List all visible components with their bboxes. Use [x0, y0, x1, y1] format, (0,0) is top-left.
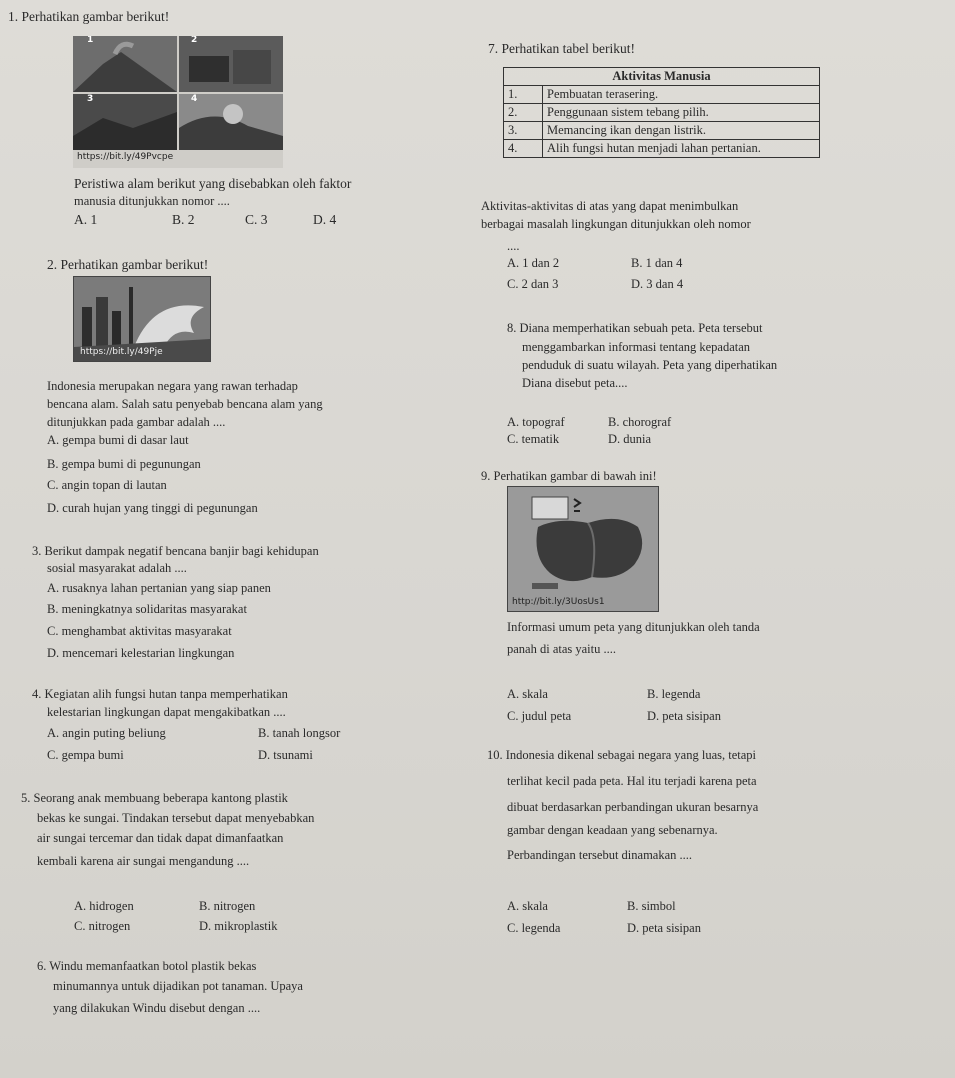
q7-stem-line3: .... — [507, 239, 520, 253]
q7-row2-no: 2. — [504, 104, 543, 122]
q10-stem-line5: Perbandingan tersebut dinamakan .... — [507, 848, 693, 862]
q1-disaster-illustration — [73, 36, 283, 168]
q10-stem-line1: 10. Indonesia dikenal sebagai negara yang luas, tetapi — [487, 748, 757, 762]
q2-disaster-image — [73, 276, 211, 362]
q1-image-label-2: 2 — [191, 36, 198, 45]
q8-option-a[interactable]: A. topograf — [507, 415, 565, 429]
q9-stem-line1: Informasi umum peta yang ditunjukkan oleh tanda — [507, 620, 760, 634]
q7-stem-line2: berbagai masalah lingkungan ditunjukkan oleh nomor — [481, 217, 751, 231]
q4-option-d[interactable]: D. tsunami — [258, 748, 313, 762]
q2-stem-line2: bencana alam. Salah satu penyebab bencana alam yang — [47, 397, 323, 411]
q1-stem-line1: Peristiwa alam berikut yang disebabkan oleh faktor — [74, 176, 352, 191]
q8-option-c[interactable]: C. tematik — [507, 432, 560, 446]
q1-option-c[interactable]: C. 3 — [245, 212, 268, 227]
q5-stem-line4: kembali karena air sungai mengandung .... — [37, 854, 250, 868]
q8-stem-line3: penduduk di suatu wilayah. Peta yang diperhatikan — [522, 358, 778, 372]
q6-stem-line3: yang dilakukan Windu disebut dengan .... — [53, 1001, 261, 1015]
q9-option-b[interactable]: B. legenda — [647, 687, 701, 701]
q5-option-c[interactable]: C. nitrogen — [74, 919, 131, 933]
q10-stem-line2: terlihat kecil pada peta. Hal itu terjadi karena peta — [507, 774, 757, 788]
q4-stem-line1: 4. Kegiatan alih fungsi hutan tanpa memperhatikan — [32, 687, 288, 701]
q7-title: 7. Perhatikan tabel berikut! — [488, 41, 635, 56]
q6-stem-line1: 6. Windu memanfaatkan botol plastik bekas — [37, 959, 257, 973]
q10-option-c[interactable]: C. legenda — [507, 921, 561, 935]
q8-stem-line4: Diana disebut peta.... — [522, 376, 628, 390]
q7-row2-text: Penggunaan sistem tebang pilih. — [543, 104, 820, 122]
table-row — [504, 122, 820, 140]
q2-option-d[interactable]: D. curah hujan yang tinggi di pegunungan — [47, 501, 258, 515]
q9-image-link: http://bit.ly/3UosUs1 — [512, 597, 605, 607]
q10-option-b[interactable]: B. simbol — [627, 899, 676, 913]
table-row — [504, 86, 820, 104]
q1-option-a[interactable]: A. 1 — [74, 212, 98, 227]
q3-option-d[interactable]: D. mencemari kelestarian lingkungan — [47, 646, 235, 660]
q1-stem-line2: manusia ditunjukkan nomor .... — [74, 194, 230, 208]
q1-disaster-image-grid — [73, 36, 283, 168]
q10-stem-line3: dibuat berdasarkan perbandingan ukuran besarnya — [507, 800, 759, 814]
q7-row3-text: Memancing ikan dengan listrik. — [543, 122, 820, 140]
q2-stem-line1: Indonesia merupakan negara yang rawan terhadap — [47, 379, 298, 393]
q2-option-c[interactable]: C. angin topan di lautan — [47, 478, 167, 492]
q10-option-a[interactable]: A. skala — [507, 899, 548, 913]
q7-row4-no: 4. — [504, 140, 543, 158]
q10-stem-line4: gambar dengan keadaan yang sebenarnya. — [507, 823, 718, 837]
q3-option-a[interactable]: A. rusaknya lahan pertanian yang siap panen — [47, 581, 271, 595]
q9-map-illustration — [508, 487, 658, 611]
q7-row1-no: 1. — [504, 86, 543, 104]
q7-option-d[interactable]: D. 3 dan 4 — [631, 277, 684, 291]
q1-option-d[interactable]: D. 4 — [313, 212, 337, 227]
q8-option-d[interactable]: D. dunia — [608, 432, 652, 446]
q5-option-d[interactable]: D. mikroplastik — [199, 919, 278, 933]
q2-title: 2. Perhatikan gambar berikut! — [47, 257, 209, 272]
q3-stem-line1: 3. Berikut dampak negatif bencana banjir bagi kehidupan — [32, 544, 319, 558]
q9-option-d[interactable]: D. peta sisipan — [647, 709, 721, 723]
table-row — [504, 104, 820, 122]
q1-image-label-4: 4 — [191, 94, 198, 104]
q9-title: 9. Perhatikan gambar di bawah ini! — [481, 469, 657, 483]
q9-stem-line2: panah di atas yaitu .... — [507, 642, 616, 656]
q3-stem-line2: sosial masyarakat adalah .... — [47, 561, 187, 575]
q7-option-c[interactable]: C. 2 dan 3 — [507, 277, 559, 291]
q2-option-b[interactable]: B. gempa bumi di pegunungan — [47, 457, 201, 471]
q9-option-c[interactable]: C. judul peta — [507, 709, 572, 723]
q3-option-c[interactable]: C. menghambat aktivitas masyarakat — [47, 624, 232, 638]
table-row — [504, 140, 820, 158]
q3-option-b[interactable]: B. meningkatnya solidaritas masyarakat — [47, 602, 247, 616]
q7-stem-line1: Aktivitas-aktivitas di atas yang dapat menimbulkan — [481, 199, 739, 213]
q7-option-a[interactable]: A. 1 dan 2 — [507, 256, 560, 270]
q9-option-a[interactable]: A. skala — [507, 687, 548, 701]
q9-map-image — [507, 486, 659, 612]
q1-image-link: https://bit.ly/49Pvcpe — [77, 152, 174, 162]
q1-option-b[interactable]: B. 2 — [172, 212, 195, 227]
q1-image-label-1: 1 — [87, 36, 94, 45]
q6-stem-line2: minumannya untuk dijadikan pot tanaman. Upaya — [53, 979, 303, 993]
q1-title: 1. Perhatikan gambar berikut! — [8, 9, 170, 24]
q7-row1-text: Pembuatan terasering. — [543, 86, 820, 104]
q7-row3-no: 3. — [504, 122, 543, 140]
q5-stem-line3: air sungai tercemar dan tidak dapat dimanfaatkan — [37, 831, 284, 845]
q8-stem-line1: 8. Diana memperhatikan sebuah peta. Peta tersebut — [507, 321, 763, 335]
q8-stem-line2: menggambarkan informasi tentang kepadatan — [522, 340, 751, 354]
q7-option-b[interactable]: B. 1 dan 4 — [631, 256, 683, 270]
q4-stem-line2: kelestarian lingkungan dapat mengakibatkan .... — [47, 705, 286, 719]
q5-stem-line1: 5. Seorang anak membuang beberapa kantong plastik — [21, 791, 288, 805]
q1-image-label-3: 3 — [87, 94, 94, 104]
q5-stem-line2: bekas ke sungai. Tindakan tersebut dapat menyebabkan — [37, 811, 315, 825]
q7-activities-table — [503, 67, 820, 158]
q5-option-b[interactable]: B. nitrogen — [199, 899, 256, 913]
q7-table-header: Aktivitas Manusia — [504, 68, 820, 86]
q4-option-c[interactable]: C. gempa bumi — [47, 748, 124, 762]
q2-option-a[interactable]: A. gempa bumi di dasar laut — [47, 433, 189, 447]
q4-option-b[interactable]: B. tanah longsor — [258, 726, 341, 740]
q7-row4-text: Alih fungsi hutan menjadi lahan pertanian. — [543, 140, 820, 158]
q8-option-b[interactable]: B. chorograf — [608, 415, 672, 429]
q10-option-d[interactable]: D. peta sisipan — [627, 921, 701, 935]
q4-option-a[interactable]: A. angin puting beliung — [47, 726, 166, 740]
q2-image-link: https://bit.ly/49Pje — [80, 347, 163, 357]
q2-stem-line3: ditunjukkan pada gambar adalah .... — [47, 415, 226, 429]
q5-option-a[interactable]: A. hidrogen — [74, 899, 134, 913]
